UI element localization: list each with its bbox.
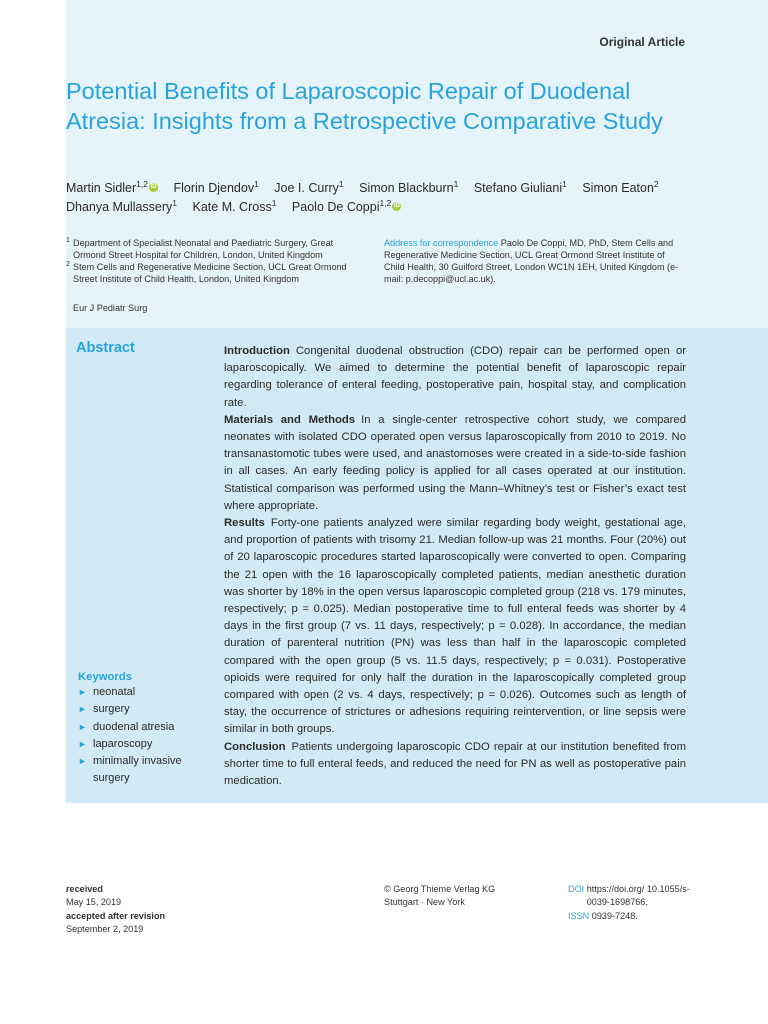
author[interactable] bbox=[292, 200, 401, 214]
arrow-icon: ► bbox=[78, 721, 87, 732]
keyword-item[interactable] bbox=[78, 684, 208, 701]
author-name: Simon Blackburn bbox=[359, 181, 454, 195]
author[interactable] bbox=[359, 181, 458, 195]
keyword-item[interactable] bbox=[78, 753, 208, 788]
orcid-icon[interactable]: iD bbox=[393, 203, 400, 209]
section-text: Patients undergoing laparoscopic CDO repair at our institution benefited from shorter time to full enteral feeds, and reduced the need for PN as well as postoperative pain medication. bbox=[224, 740, 686, 788]
keywords-title: Keywords bbox=[78, 671, 132, 683]
author-affiliation: 1 bbox=[562, 179, 567, 189]
keyword-list bbox=[78, 684, 208, 788]
author-name: Paolo De Coppi bbox=[291, 200, 380, 214]
correspondence bbox=[384, 237, 684, 285]
affiliation-number: 1 bbox=[66, 237, 70, 244]
author-name: Martin Sidler bbox=[66, 181, 137, 195]
doi-link[interactable]: https://doi.org/ 10.1055/s-0039-1698766. bbox=[586, 884, 690, 908]
received-date: May 15, 2019 bbox=[66, 897, 122, 908]
author-affiliation: 1,2 bbox=[136, 179, 148, 189]
publisher-name: © Georg Thieme Verlag KG bbox=[384, 884, 496, 894]
affiliation-text: Department of Specialist Neonatal and Paediatric Surgery, Great Ormond Street Hospital for Children, London, United Kingdom bbox=[73, 238, 334, 261]
section-label: Results bbox=[224, 517, 265, 530]
affiliation bbox=[66, 237, 366, 261]
issn-label: ISSN bbox=[568, 910, 590, 921]
abstract-introduction bbox=[224, 343, 686, 412]
issn-line bbox=[568, 910, 705, 923]
issn-value: 0939-7248. bbox=[591, 910, 638, 921]
publisher-location: Stuttgart · New York bbox=[384, 897, 465, 908]
author-affiliation: 1 bbox=[254, 179, 259, 189]
arrow-icon: ► bbox=[78, 738, 87, 749]
arrow-icon: ► bbox=[78, 704, 87, 715]
arrow-icon: ► bbox=[78, 756, 87, 767]
author-name: Dhanya Mullassery bbox=[66, 200, 173, 214]
publisher-block bbox=[384, 883, 495, 910]
received-label: received bbox=[66, 884, 103, 894]
section-text: Forty-one patients analyzed were similar regarding body weight, gestational age, and proportion of patients with trisomy 21. Median follow-up was 21 months. Four (20%) out of 20 laparoscopic procedures started laparoscopically were converted to open. Comparing the 21 open with the 16 laparoscopically completed patients, median anesthetic duration was shorter by 18% in the open versus laparoscopic completed group (218 vs. 179 minutes, respectively; p = 0.025). Median postoperative time to full enteral feeds was shorter by 4 days in the first group (7 vs. 11 days, respectively; p = 0.028). In accordance, the median duration of parenteral nutrition (PN) was less than half in the laparoscopic completed compared with the open group (5 vs. 11.5 days, respectively; p = 0.031). Postoperative opioids were required for only half the duration in the laparoscopically completed group compared with open (2 vs. 4 days, respectively; p = 0.026). Outcomes such as length of stay, the occurrence of strictures or adhesions requiring reintervention, or line sepsis were similar in both groups. bbox=[224, 517, 686, 736]
article-type: Original Article bbox=[599, 35, 685, 49]
abstract-heading: Abstract bbox=[76, 340, 135, 356]
accepted-label: accepted after revision bbox=[66, 910, 166, 921]
orcid-icon[interactable]: iD bbox=[150, 184, 157, 190]
author[interactable] bbox=[582, 181, 658, 195]
author-name: Florin Djendov bbox=[173, 181, 255, 195]
accepted-date: September 2, 2019 bbox=[66, 923, 144, 934]
arrow-icon: ► bbox=[78, 687, 87, 697]
section-text: Congenital duodenal obstruction (CDO) repair can be performed open or laparoscopically. We aimed to determine the potential benefit of laparoscopic repair regarding tolerance of enteral feeding, postoperative pain, hospital stay, and complication rate. bbox=[224, 345, 686, 409]
section-text: In a single-center retrospective cohort study, we compared neonates with isolated CDO operated open versus laparoscopically from 2010 to 2019. No transanastomotic tubes were used, and anastomoses were created in a side-to-side fashion in all cases. An early feeding policy is applied for all cases operated at our institution. Statistical comparison was performed using the Mann–Whitney’s test or Fisher’s exact test where appropriate. bbox=[224, 413, 686, 512]
author[interactable] bbox=[274, 181, 343, 195]
keyword-item[interactable] bbox=[78, 701, 208, 718]
abstract-results bbox=[224, 515, 686, 739]
author-affiliation: 1,2 bbox=[379, 198, 392, 208]
author-name: Stefano Giuliani bbox=[473, 181, 563, 195]
author-affiliation: 1 bbox=[338, 179, 344, 189]
keyword-text: laparoscopy bbox=[93, 737, 153, 750]
article-title: Potential Benefits of Laparoscopic Repair of Duodenal Atresia: Insights from a Retrospective Comparative Study bbox=[66, 78, 663, 134]
author[interactable] bbox=[173, 181, 258, 195]
author-list bbox=[66, 179, 726, 217]
section-label: Introduction bbox=[224, 345, 290, 357]
author-name: Simon Eaton bbox=[582, 181, 654, 195]
author-affiliation: 2 bbox=[653, 179, 659, 189]
identifiers-block bbox=[568, 883, 705, 923]
keyword-item[interactable] bbox=[78, 736, 208, 753]
author[interactable] bbox=[193, 200, 277, 214]
dates-block bbox=[66, 883, 165, 936]
keyword-item[interactable] bbox=[78, 719, 208, 736]
author-name: Kate M. Cross bbox=[192, 200, 272, 214]
keyword-text: duodenal atresia bbox=[93, 720, 175, 733]
doi-line bbox=[568, 883, 705, 910]
author-name: Joe I. Curry bbox=[274, 181, 339, 195]
abstract-conclusion bbox=[224, 739, 686, 791]
affiliation-number: 2 bbox=[66, 261, 70, 269]
keyword-text: surgery bbox=[93, 703, 130, 716]
author-affiliation: 1 bbox=[271, 198, 277, 208]
abstract-body bbox=[224, 343, 686, 790]
author-affiliation: 1 bbox=[453, 179, 459, 189]
affiliation bbox=[66, 261, 366, 285]
section-label: Conclusion bbox=[224, 740, 286, 753]
keywords bbox=[78, 671, 208, 788]
author[interactable] bbox=[66, 181, 158, 195]
author-affiliation: 1 bbox=[172, 198, 178, 208]
author[interactable] bbox=[66, 200, 177, 214]
author[interactable] bbox=[474, 181, 567, 195]
affiliation-text: Stem Cells and Regenerative Medicine Section, UCL Great Ormond Street Institute of Child Health, London, United Kingdom bbox=[73, 262, 347, 285]
abstract-methods bbox=[224, 412, 686, 515]
doi-label: DOI bbox=[568, 884, 585, 894]
journal-reference: Eur J Pediatr Surg bbox=[73, 303, 148, 313]
affiliations bbox=[66, 237, 366, 285]
correspondence-label: Address for correspondence bbox=[384, 238, 499, 248]
correspondence-text[interactable]: Paolo De Coppi, MD, PhD, Stem Cells and Regenerative Medicine Section, UCL Great Ormond Street Institute of Child Health, 30 Guilford Street, London WC1N 1EH, United Kingdom (e-mail: p.decoppi@ucl.ac.uk). bbox=[384, 238, 679, 285]
keyword-text: minimally invasive surgery bbox=[93, 755, 182, 785]
section-label: Materials and Methods bbox=[224, 413, 356, 426]
keyword-text: neonatal bbox=[93, 686, 136, 698]
